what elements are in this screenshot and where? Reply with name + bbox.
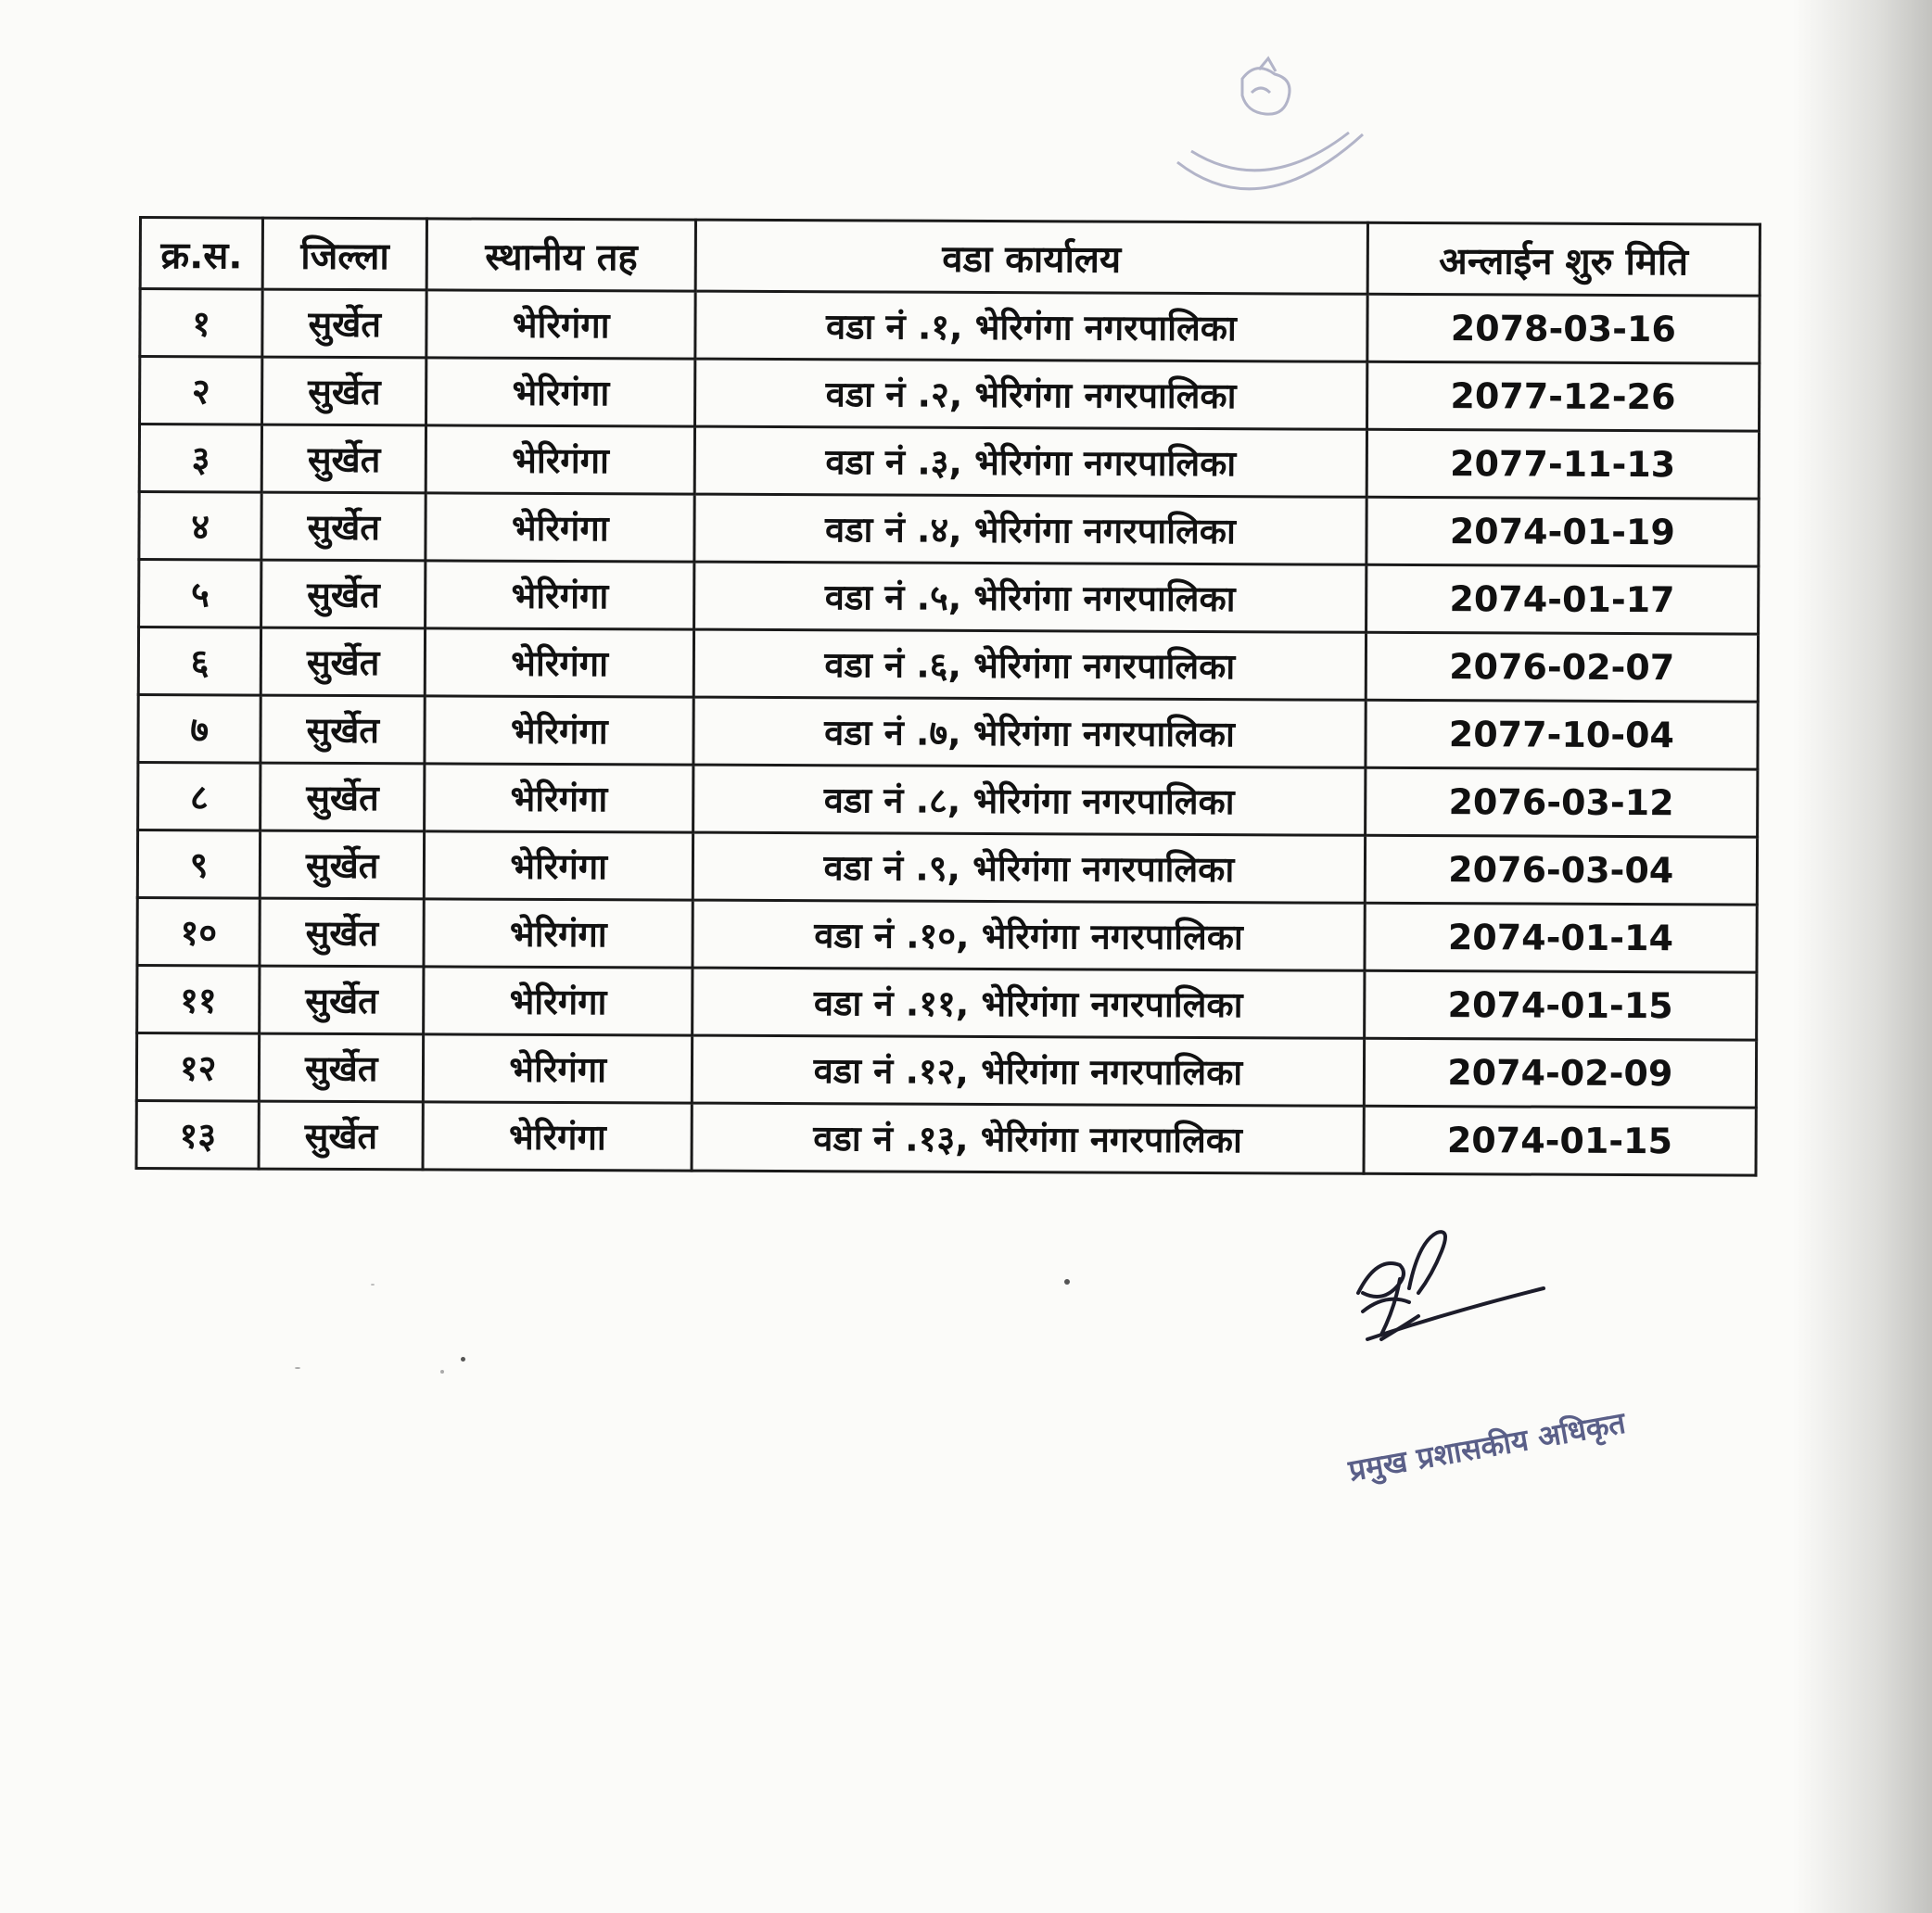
cell-district: सुर्खेत bbox=[261, 627, 426, 696]
scan-speck bbox=[371, 1284, 375, 1286]
cell-serial-number: १२ bbox=[136, 1033, 260, 1101]
cell-local-level: भेरिगंगा bbox=[426, 290, 695, 359]
cell-ward-office: वडा नं .१०, भेरिगंगा नगरपालिका bbox=[693, 900, 1365, 970]
cell-local-level: भेरिगंगा bbox=[426, 493, 694, 562]
cell-online-start-date: 2077-10-04 bbox=[1366, 700, 1759, 769]
cell-ward-office: वडा नं .६, भेरिगंगा नगरपालिका bbox=[694, 629, 1366, 700]
cell-local-level: भेरिगंगा bbox=[423, 1102, 692, 1171]
header-serial-number: क्र.स. bbox=[140, 218, 263, 290]
table-row bbox=[138, 763, 1758, 838]
cell-local-level: भेरिगंगा bbox=[424, 967, 693, 1035]
cell-serial-number: ३ bbox=[139, 424, 262, 493]
cell-ward-office: वडा नं .५, भेरिगंगा नगरपालिका bbox=[694, 562, 1366, 632]
cell-ward-office: वडा नं .७, भेरिगंगा नगरपालिका bbox=[693, 697, 1366, 767]
cell-district: सुर्खेत bbox=[262, 357, 426, 425]
table-header-row bbox=[140, 218, 1760, 297]
table-row bbox=[138, 695, 1758, 770]
table-row bbox=[137, 830, 1757, 906]
header-district: जिल्ला bbox=[262, 218, 426, 290]
signatory-designation: प्रमुख प्रशासकीय अधिकृत bbox=[1345, 1404, 1629, 1489]
table-row bbox=[139, 492, 1759, 567]
table-row bbox=[139, 424, 1759, 500]
cell-serial-number: ६ bbox=[138, 627, 261, 696]
page-edge-shadow bbox=[1793, 0, 1932, 1913]
cell-ward-office: वडा नं .१२, भेरिगंगा नगरपालिका bbox=[693, 1035, 1365, 1106]
cell-online-start-date: 2074-01-15 bbox=[1364, 970, 1757, 1040]
cell-ward-office: वडा नं .२, भेरिगंगा नगरपालिका bbox=[695, 359, 1367, 429]
table-row bbox=[137, 897, 1757, 972]
cell-online-start-date: 2077-12-26 bbox=[1366, 361, 1760, 431]
header-local-level: स्थानीय तह bbox=[426, 219, 696, 291]
cell-serial-number: ४ bbox=[139, 492, 262, 561]
table-row bbox=[138, 627, 1758, 703]
cell-ward-office: वडा नं .८, भेरिगंगा नगरपालिका bbox=[693, 765, 1366, 835]
cell-district: सुर्खेत bbox=[260, 898, 424, 967]
cell-serial-number: २ bbox=[140, 357, 263, 425]
cell-district: सुर्खेत bbox=[261, 830, 425, 899]
scan-speck bbox=[461, 1357, 465, 1362]
cell-district: सुर्खेत bbox=[261, 560, 426, 628]
cell-online-start-date: 2076-02-07 bbox=[1366, 632, 1759, 702]
cell-online-start-date: 2074-01-14 bbox=[1365, 903, 1758, 972]
cell-local-level: भेरिगंगा bbox=[425, 696, 693, 765]
table-row bbox=[140, 289, 1760, 364]
cell-ward-office: वडा नं .४, भेरिगंगा नगरपालिका bbox=[694, 494, 1366, 564]
cell-serial-number: १० bbox=[137, 897, 261, 966]
table-row bbox=[140, 357, 1760, 432]
cell-local-level: भेरिगंगा bbox=[426, 425, 694, 494]
cell-district: सुर्खेत bbox=[262, 424, 426, 493]
cell-district: सुर्खेत bbox=[259, 1101, 423, 1170]
cell-serial-number: ११ bbox=[137, 965, 261, 1033]
cell-online-start-date: 2074-02-09 bbox=[1364, 1038, 1757, 1108]
cell-ward-office: वडा नं .९, भेरिगंगा नगरपालिका bbox=[693, 832, 1366, 903]
cell-local-level: भेरिगंगा bbox=[426, 358, 695, 426]
ward-office-table bbox=[135, 216, 1761, 1177]
cell-district: सुर्खेत bbox=[260, 1033, 424, 1102]
cell-local-level: भेरिगंगा bbox=[426, 561, 694, 629]
cell-local-level: भेरिगंगा bbox=[423, 1034, 692, 1103]
cell-ward-office: वडा नं .१, भेरिगंगा नगरपालिका bbox=[695, 291, 1367, 361]
cell-local-level: भेरिगंगा bbox=[424, 899, 693, 968]
cell-serial-number: ५ bbox=[139, 560, 262, 628]
cell-district: सुर्खेत bbox=[262, 289, 426, 358]
cell-local-level: भेरिगंगा bbox=[425, 628, 693, 697]
cell-serial-number: १३ bbox=[136, 1100, 260, 1169]
cell-serial-number: ७ bbox=[138, 695, 261, 764]
scan-speck bbox=[1064, 1279, 1070, 1285]
scan-speck bbox=[440, 1370, 444, 1374]
office-seal-stamp bbox=[1140, 42, 1400, 227]
cell-online-start-date: 2074-01-17 bbox=[1366, 564, 1759, 634]
cell-ward-office: वडा नं .३, भेरिगंगा नगरपालिका bbox=[694, 426, 1366, 497]
cell-district: सुर्खेत bbox=[261, 492, 426, 561]
cell-district: सुर्खेत bbox=[260, 966, 424, 1034]
cell-serial-number: १ bbox=[140, 289, 263, 358]
table-row bbox=[136, 1033, 1756, 1108]
cell-online-start-date: 2076-03-04 bbox=[1365, 835, 1758, 905]
cell-online-start-date: 2078-03-16 bbox=[1366, 294, 1760, 363]
cell-district: सुर्खेत bbox=[261, 695, 425, 764]
cell-local-level: भेरिगंगा bbox=[425, 764, 693, 832]
cell-online-start-date: 2077-11-13 bbox=[1366, 429, 1760, 499]
table-row bbox=[137, 965, 1757, 1040]
cell-district: सुर्खेत bbox=[261, 763, 425, 831]
cell-online-start-date: 2074-01-19 bbox=[1366, 497, 1759, 566]
scan-speck bbox=[295, 1367, 300, 1369]
table-row bbox=[136, 1100, 1756, 1175]
cell-online-start-date: 2074-01-15 bbox=[1364, 1106, 1757, 1175]
header-ward-office: वडा कार्यालय bbox=[695, 220, 1367, 294]
cell-serial-number: ९ bbox=[137, 830, 261, 899]
cell-serial-number: ८ bbox=[138, 763, 261, 831]
cell-ward-office: वडा नं .१३, भेरिगंगा नगरपालिका bbox=[692, 1103, 1364, 1173]
cell-ward-office: वडा नं .११, भेरिगंगा नगरपालिका bbox=[693, 968, 1365, 1038]
cell-local-level: भेरिगंगा bbox=[424, 831, 693, 900]
handwritten-signature bbox=[1335, 1223, 1557, 1372]
cell-online-start-date: 2076-03-12 bbox=[1365, 767, 1758, 837]
table-row bbox=[139, 560, 1759, 635]
header-online-start-date: अन्लाईन शुरु मिति bbox=[1367, 222, 1760, 296]
